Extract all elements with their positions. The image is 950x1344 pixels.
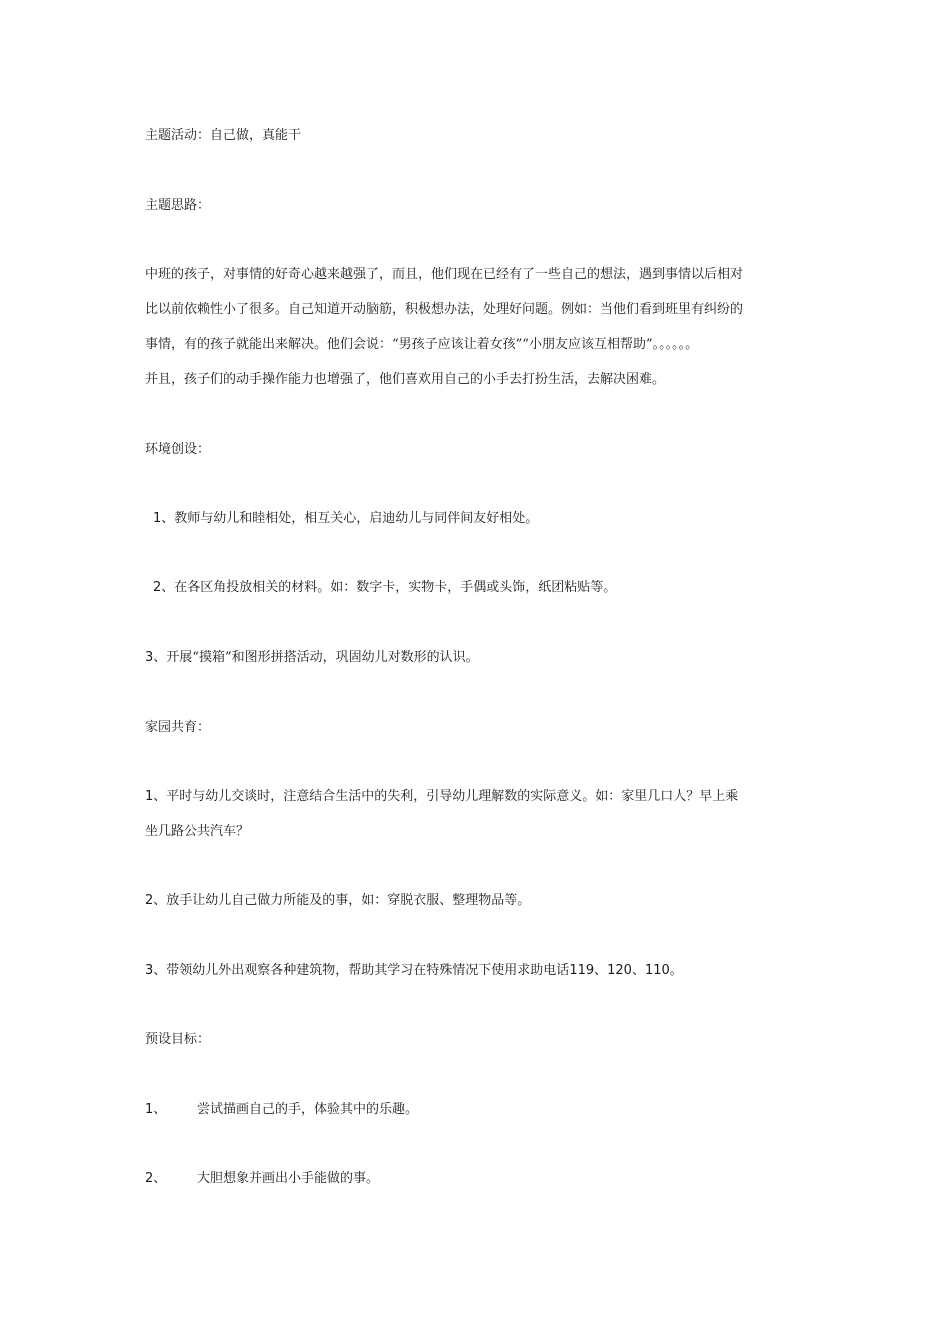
goal-text: 大胆想象并画出小手能做的事。 <box>197 1171 380 1186</box>
item-text: 开展“摸箱”和图形拼搭活动，巩固幼儿对数形的认识。 <box>166 650 479 665</box>
item-number: 3 <box>145 963 154 978</box>
environment-item <box>153 510 538 528</box>
item-text: 带领幼儿外出观察各种建筑物，帮助其学习在特殊情况下使用求助电话 <box>166 963 570 978</box>
section-heading-goals: 预设目标： <box>145 1032 211 1047</box>
item-separator: 、 <box>153 789 167 804</box>
item-separator: 、 <box>153 650 167 665</box>
emergency-phone-numbers: 119、120、110 <box>569 963 670 978</box>
goal-number: 2、 <box>145 1171 167 1186</box>
item-number: 1 <box>153 511 162 526</box>
item-text: 在各区角投放相关的材料。如：数字卡，实物卡，手偶或头饰，纸团粘贴等。 <box>174 580 617 595</box>
item-end-punctuation: 。 <box>669 963 683 978</box>
item-separator: 、 <box>153 893 167 908</box>
section-heading-environment: 环境创设： <box>145 442 211 457</box>
family-item <box>145 788 738 806</box>
thinking-paragraph-line: 事情，有的孩子就能出来解决。他们会说：“男孩子应该让着女孩”“小朋友应该互相帮助”。。。。。。 <box>145 337 699 352</box>
page-title: 主题活动：自己做，真能干 <box>145 128 302 143</box>
item-separator: 、 <box>153 963 167 978</box>
item-separator: 、 <box>161 580 175 595</box>
section-heading-thinking: 主题思路： <box>145 198 211 213</box>
family-item-continuation: 坐几路公共汽车？ <box>145 824 250 839</box>
family-item <box>145 892 530 910</box>
thinking-paragraph-line: 中班的孩子，对事情的好奇心越来越强了，而且，他们现在已经有了一些自己的想法，遇到事情以后相对 <box>145 267 744 282</box>
family-item <box>145 962 683 980</box>
goal-number: 1、 <box>145 1102 167 1117</box>
item-text: 放手让幼儿自己做力所能及的事，如：穿脱衣服、整理物品等。 <box>166 893 531 908</box>
item-number: 1 <box>145 789 154 804</box>
item-number: 3 <box>145 650 154 665</box>
item-number: 2 <box>153 580 162 595</box>
thinking-paragraph-line: 比以前依赖性小了很多。自己知道开动脑筋，积极想办法，处理好问题。例如：当他们看到班里有纠纷的 <box>145 302 744 317</box>
item-number: 2 <box>145 893 154 908</box>
item-text: 教师与幼儿和睦相处，相互关心，启迪幼儿与同伴间友好相处。 <box>174 511 539 526</box>
item-text: 平时与幼儿交谈时，注意结合生活中的失利，引导幼儿理解数的实际意义。如：家里几口人？早上乘 <box>166 789 739 804</box>
goal-text: 尝试描画自己的手，体验其中的乐趣。 <box>197 1102 419 1117</box>
environment-item <box>153 579 616 597</box>
item-separator: 、 <box>161 511 175 526</box>
section-heading-family: 家园共育： <box>145 720 211 735</box>
environment-item <box>145 649 479 667</box>
thinking-paragraph-line: 并且，孩子们的动手操作能力也增强了，他们喜欢用自己的小手去打扮生活，去解决困难。 <box>145 372 666 387</box>
